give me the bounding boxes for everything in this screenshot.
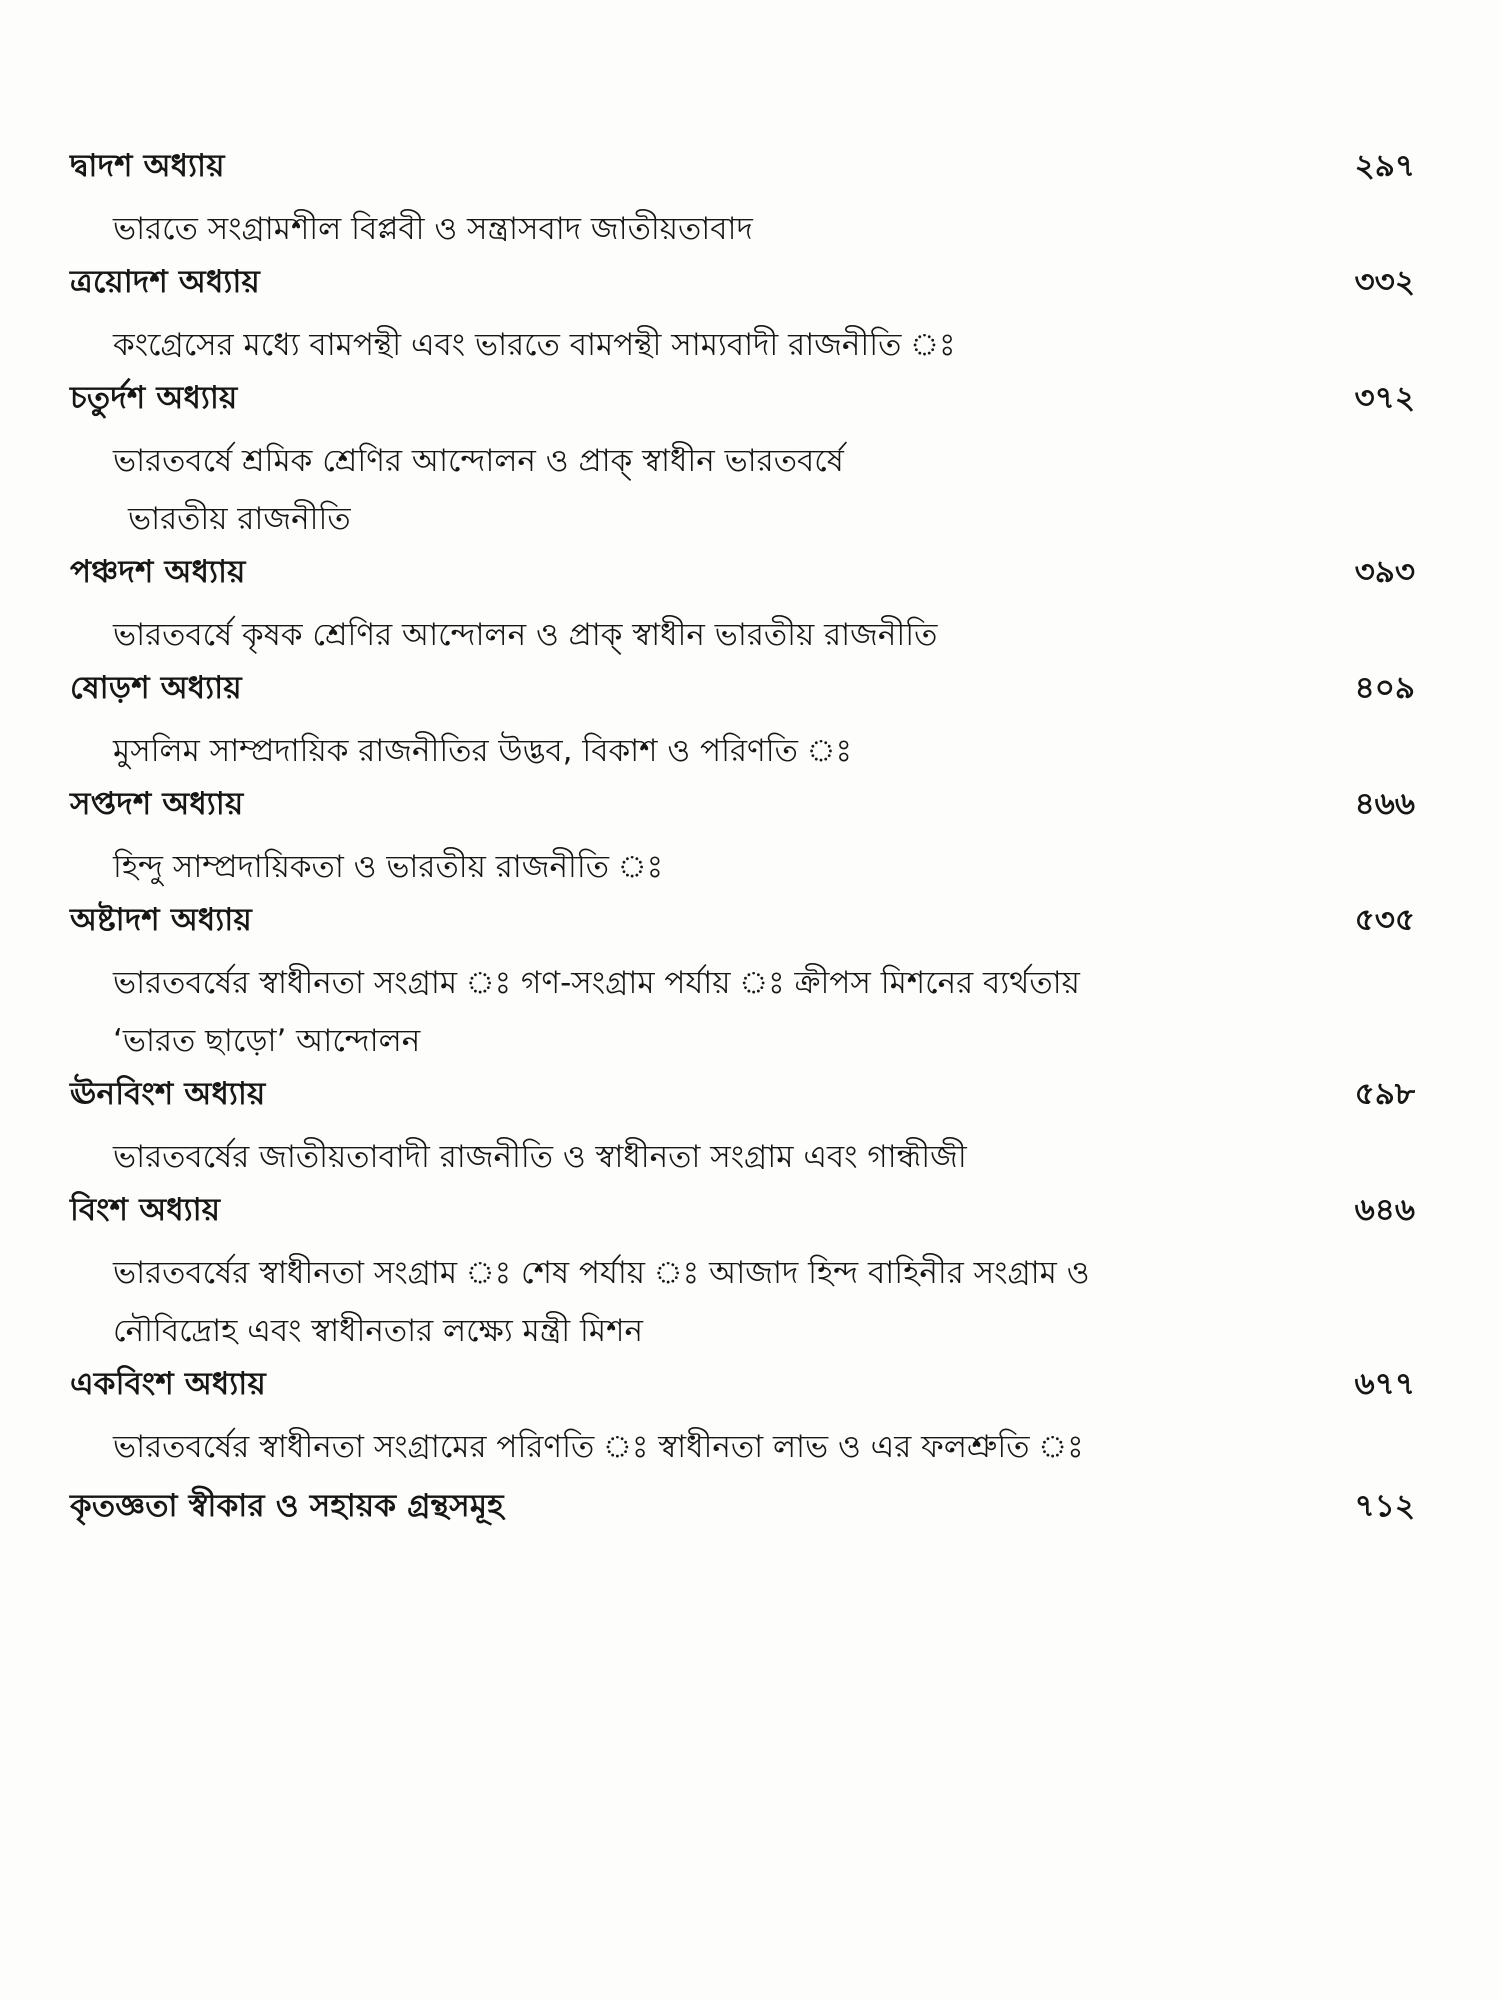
- chapter-title: দ্বাদশ অধ্যায়: [70, 148, 225, 184]
- toc-entry: [70, 374, 1420, 548]
- table-of-contents: [70, 142, 1420, 1540]
- toc-entry-acknowledgements: [70, 1482, 1420, 1540]
- chapter-description: [70, 722, 1293, 780]
- chapter-description-line: ভারতে সংগ্রামশীল বিপ্লবী ও সন্ত্রাসবাদ জাতীয়তাবাদ: [113, 211, 753, 247]
- page-number: ৫৩৫: [1354, 902, 1415, 938]
- chapter-description: [70, 954, 1293, 1070]
- chapter-heading-row: [70, 896, 1420, 954]
- chapter-title: ষোড়শ অধ্যায়: [70, 670, 242, 706]
- page-number: ৩৭২: [1354, 380, 1415, 416]
- toc-entry: [70, 1360, 1420, 1476]
- chapter-heading-row: [70, 548, 1420, 606]
- chapter-description: [70, 316, 1293, 374]
- chapter-description: [70, 200, 1293, 258]
- chapter-heading-row: [70, 1070, 1420, 1128]
- chapter-description: [70, 432, 1293, 548]
- chapter-description-line: ভারতবর্ষের স্বাধীনতা সংগ্রাম ঃ গণ-সংগ্রাম পর্যায় ঃ ক্রীপস মিশনের ব্যর্থতায়: [113, 965, 1080, 1001]
- chapter-heading-row: [70, 1186, 1420, 1244]
- chapter-heading-row: [70, 780, 1420, 838]
- chapter-description-line: কংগ্রেসের মধ্যে বামপন্থী এবং ভারতে বামপন্থী সাম্যবাদী রাজনীতি ঃ: [113, 327, 956, 363]
- chapter-description-line: ভারতবর্ষের স্বাধীনতা সংগ্রামের পরিণতি ঃ স্বাধীনতা লাভ ও এর ফলশ্রুতি ঃ: [113, 1429, 1084, 1465]
- toc-entry: [70, 1070, 1420, 1186]
- toc-entry: [70, 548, 1420, 664]
- page-number: ৪০৯: [1354, 670, 1415, 706]
- chapter-description-line: হিন্দু সাম্প্রদায়িকতা ও ভারতীয় রাজনীতি ঃ: [113, 849, 664, 885]
- chapter-heading-row: [70, 1360, 1420, 1418]
- page-number: ৫৯৮: [1354, 1076, 1415, 1112]
- toc-entry: [70, 142, 1420, 258]
- toc-entry: [70, 780, 1420, 896]
- toc-entry: [70, 1186, 1420, 1360]
- page-number: ৩৯৩: [1354, 554, 1415, 590]
- chapter-description-line: ‘ভারত ছাড়ো’ আন্দোলন: [113, 1023, 421, 1059]
- acknowledgements-title: কৃতজ্ঞতা স্বীকার ও সহায়ক গ্রন্থসমূহ: [70, 1488, 504, 1524]
- chapter-description-line: ভারতবর্ষের স্বাধীনতা সংগ্রাম ঃ শেষ পর্যায় ঃ আজাদ হিন্দ বাহিনীর সংগ্রাম ও: [113, 1255, 1090, 1291]
- chapter-description-line: মুসলিম সাম্প্রদায়িক রাজনীতির উদ্ভব, বিকাশ ও পরিণতি ঃ: [113, 733, 853, 769]
- chapter-title: চতুর্দশ অধ্যায়: [70, 380, 238, 416]
- chapter-heading-row: [70, 258, 1420, 316]
- chapter-title: ত্রয়োদশ অধ্যায়: [70, 264, 260, 300]
- chapter-title: সপ্তদশ অধ্যায়: [70, 786, 244, 822]
- chapter-description-line: ভারতীয় রাজনীতি: [128, 501, 351, 537]
- page-number: ২৯৭: [1354, 148, 1415, 184]
- page-number: ৬৭৭: [1354, 1366, 1415, 1402]
- toc-entry: [70, 258, 1420, 374]
- page-number: ৩৩২: [1354, 264, 1415, 300]
- chapter-description: [70, 1128, 1293, 1186]
- chapter-description-line: ভারতবর্ষের জাতীয়তাবাদী রাজনীতি ও স্বাধীনতা সংগ্রাম এবং গান্ধীজী: [113, 1139, 967, 1175]
- page-number: ৬৪৬: [1354, 1192, 1415, 1228]
- chapter-title: অষ্টাদশ অধ্যায়: [70, 902, 252, 938]
- chapter-title: ঊনবিংশ অধ্যায়: [70, 1076, 266, 1112]
- chapter-title: বিংশ অধ্যায়: [70, 1192, 221, 1228]
- chapter-description: [70, 1244, 1293, 1360]
- acknowledgements-heading-row: [70, 1482, 1420, 1540]
- toc-entry: [70, 896, 1420, 1070]
- chapter-description-line: ভারতবর্ষে শ্রমিক শ্রেণির আন্দোলন ও প্রাক্ স্বাধীন ভারতবর্ষে: [113, 443, 844, 479]
- chapter-description: [70, 1418, 1293, 1476]
- page-number: ৪৬৬: [1354, 786, 1415, 822]
- chapter-heading-row: [70, 664, 1420, 722]
- chapter-heading-row: [70, 142, 1420, 200]
- page-number: ৭১২: [1354, 1488, 1415, 1524]
- chapter-heading-row: [70, 374, 1420, 432]
- chapter-description: [70, 606, 1293, 664]
- chapter-description-line: নৌবিদ্রোহ এবং স্বাধীনতার লক্ষ্যে মন্ত্রী মিশন: [113, 1313, 643, 1349]
- chapter-title: একবিংশ অধ্যায়: [70, 1366, 266, 1402]
- toc-entry: [70, 664, 1420, 780]
- chapter-description-line: ভারতবর্ষে কৃষক শ্রেণির আন্দোলন ও প্রাক্ স্বাধীন ভারতীয় রাজনীতি: [113, 617, 938, 653]
- chapter-description: [70, 838, 1293, 896]
- chapter-title: পঞ্চদশ অধ্যায়: [70, 554, 246, 590]
